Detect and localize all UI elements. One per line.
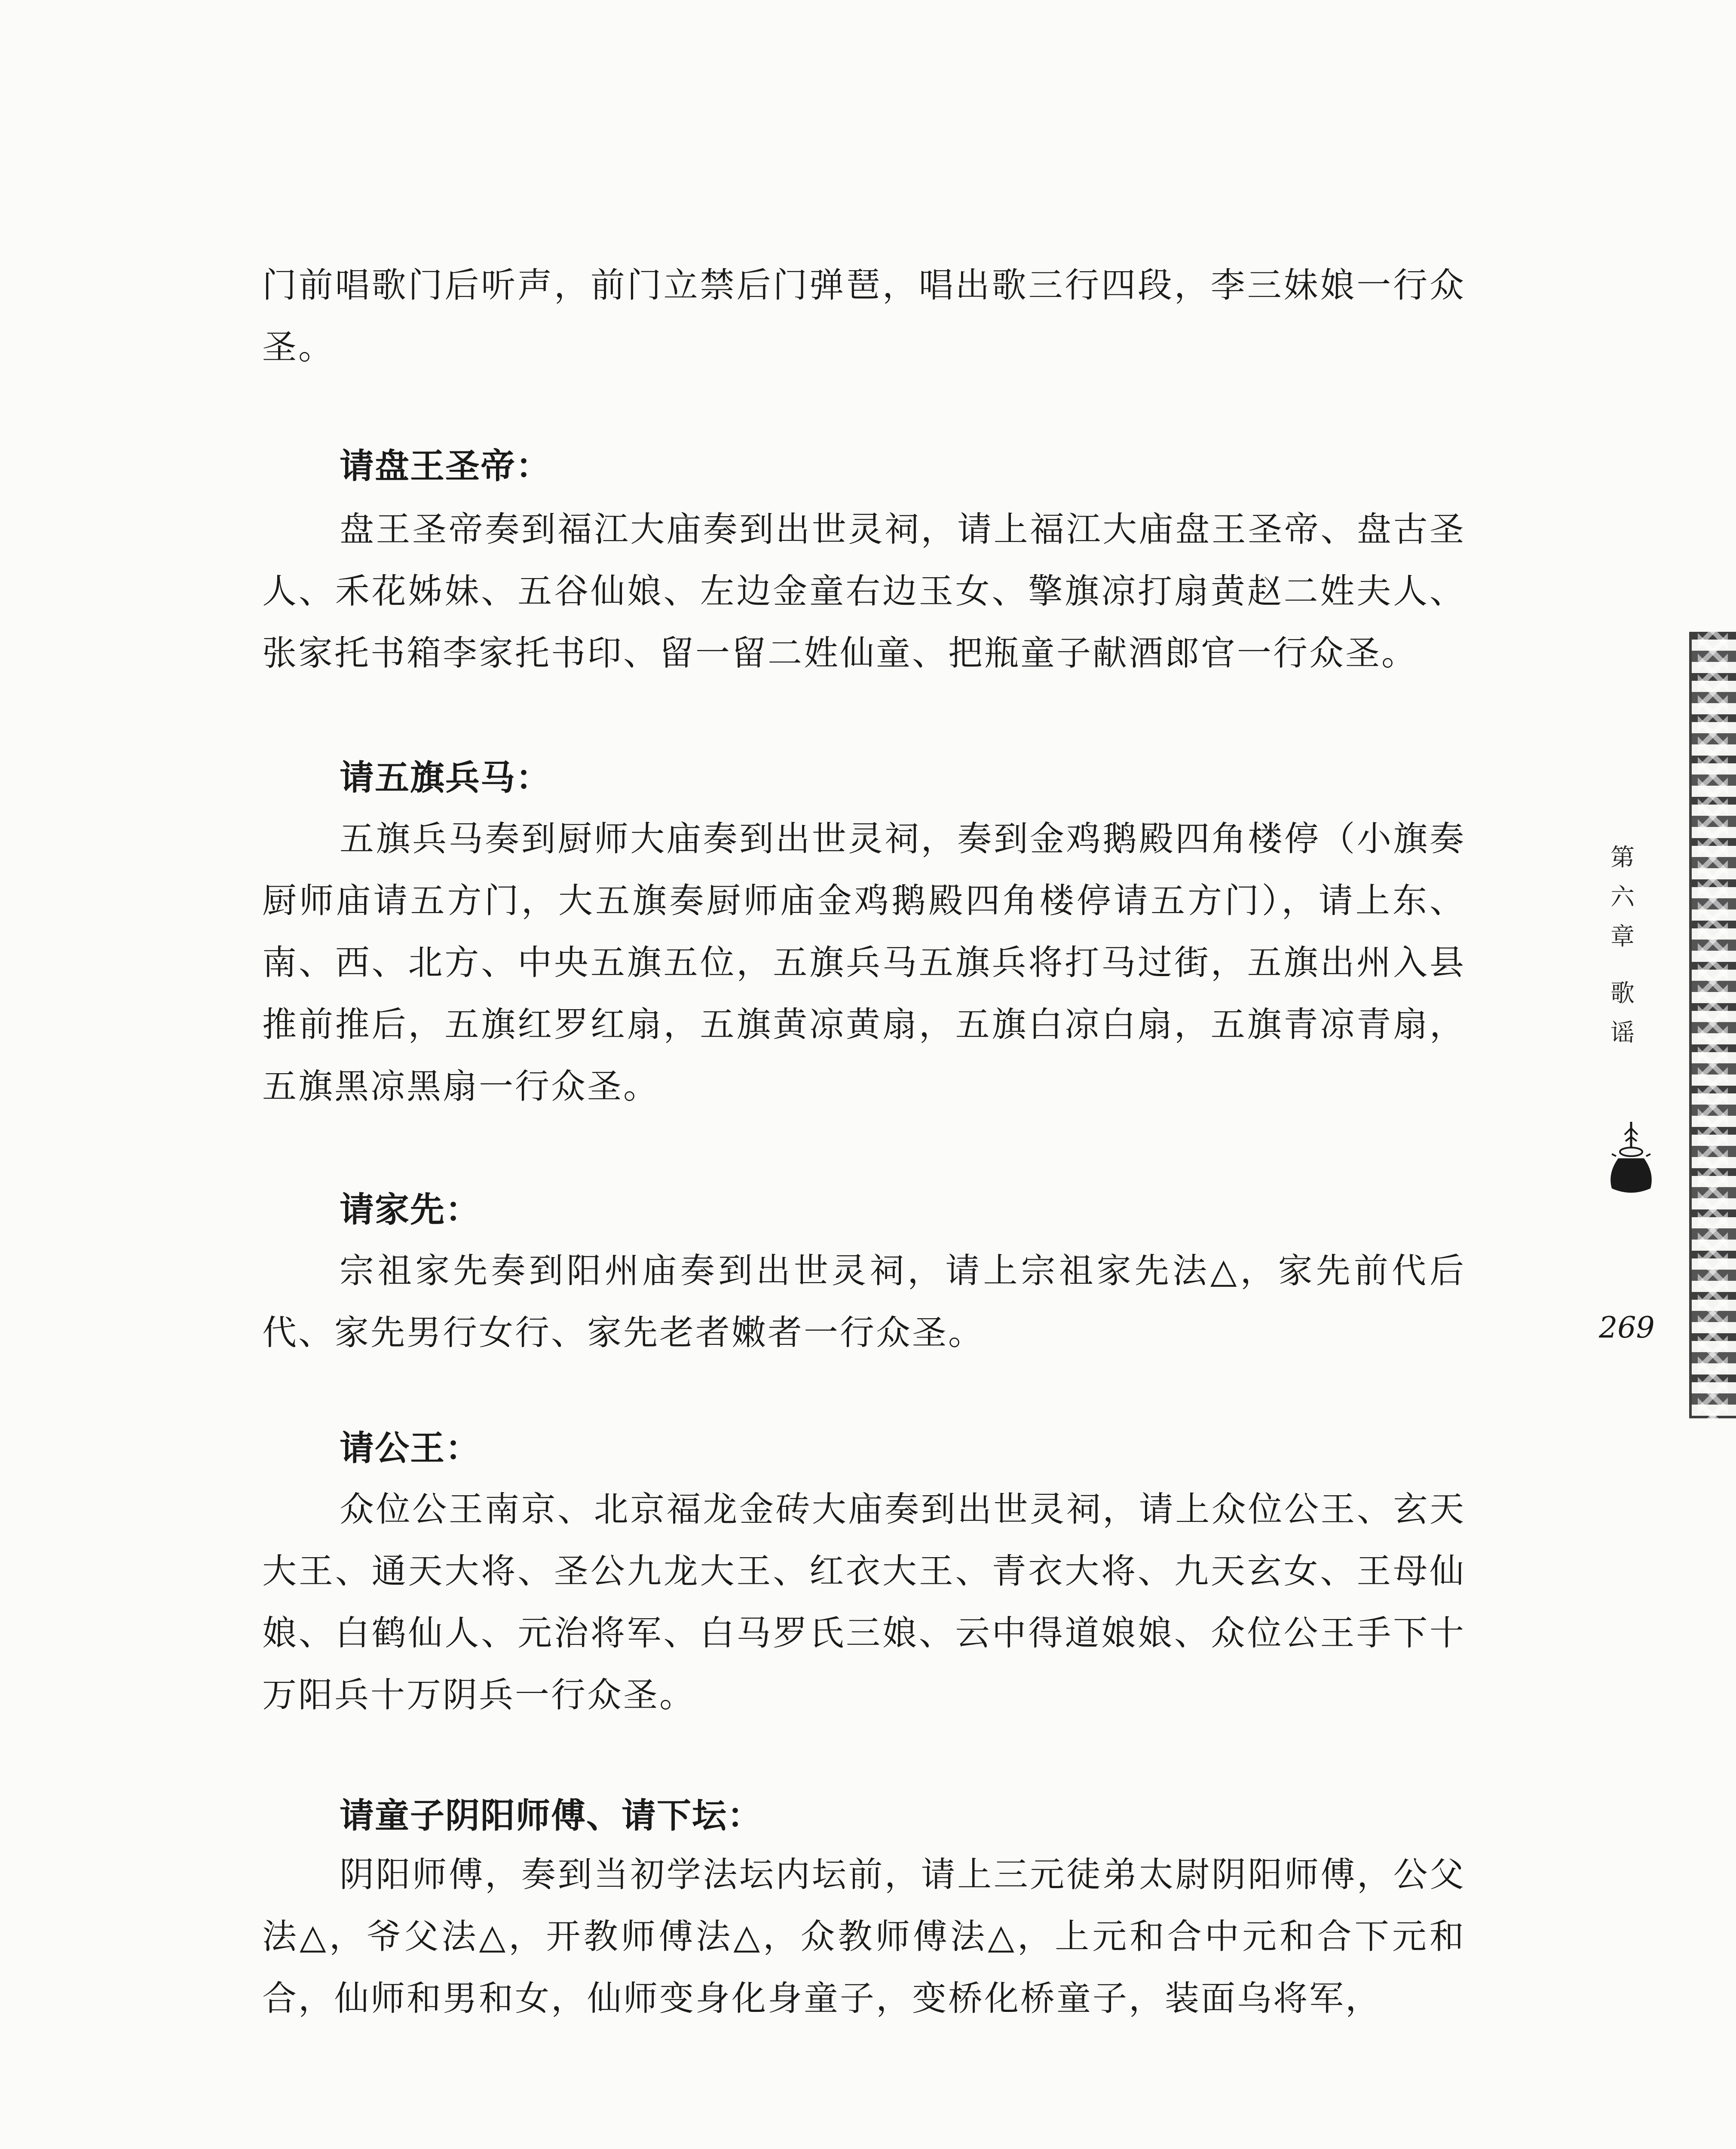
page-number: 269 <box>1599 1311 1655 1345</box>
chapter-char: 章 <box>1610 923 1635 951</box>
decorative-border-pattern <box>1698 632 1728 1418</box>
chapter-char: 谣 <box>1610 1019 1635 1047</box>
chapter-marker <box>1607 838 1638 1053</box>
chapter-char: 歌 <box>1610 980 1635 1007</box>
section-heading: 请家先： <box>340 1190 481 1230</box>
section-heading: 请童子阴阳师傅、请下坛： <box>340 1796 762 1836</box>
chapter-char: 第 <box>1610 844 1635 872</box>
intro-paragraph: 门前唱歌门后听声，前门立禁后门弹琶，唱出歌三行四段，李三妹娘一行众圣。 <box>262 265 1466 367</box>
section-heading: 请盘王圣帝： <box>340 446 551 486</box>
chapter-char: 六 <box>1610 883 1635 911</box>
section-body: 阴阳师傅，奏到当初学法坛内坛前，请上三元徒弟太尉阴阳师傅，公父法△，爷父法△，开教师傅法△，众教师傅法△，上元和合中元和合下元和合，仙师和男和女，仙师变身化身童子，变桥化桥童子，装面乌将军， <box>262 1855 1466 2018</box>
section-body: 盘王圣帝奏到福江大庙奏到出世灵祠，请上福江大庙盘王圣帝、盘古圣人、禾花姊妹、五谷仙娘、左边金童右边玉女、擎旗凉打扇黄赵二姓夫人、张家托书箱李家托书印、留一留二姓仙童、把瓶童子献酒郎官一行众圣。 <box>262 509 1466 673</box>
section-heading: 请五旗兵马： <box>340 758 551 798</box>
section-heading: 请公王： <box>340 1428 481 1468</box>
section-body: 五旗兵马奏到厨师大庙奏到出世灵祠，奏到金鸡鹅殿四角楼停（小旗奏厨师庙请五方门，大五旗奏厨师庙金鸡鹅殿四角楼停请五方门），请上东、南、西、北方、中央五旗五位，五旗兵马五旗兵将打马过街，五旗出州入县推前推后，五旗红罗红扇，五旗黄凉黄扇，五旗白凉白扇，五旗青凉青扇，五旗黑凉黑扇一行众圣。 <box>262 819 1466 1106</box>
section-body: 宗祖家先奏到阳州庙奏到出世灵祠，请上宗祖家先法△，家先前代后代、家先男行女行、家先老者嫩者一行众圣。 <box>262 1251 1466 1353</box>
section-body: 众位公王南京、北京福龙金砖大庙奏到出世灵祠，请上众位公王、玄天大王、通天大将、圣公九龙大王、红衣大王、青衣大将、九天玄女、王母仙娘、白鹤仙人、元治将军、白马罗氏三娘、云中得道娘娘、众位公王手下十万阳兵十万阴兵一行众圣。 <box>262 1489 1466 1715</box>
bell-ornament-icon <box>1599 1117 1663 1203</box>
